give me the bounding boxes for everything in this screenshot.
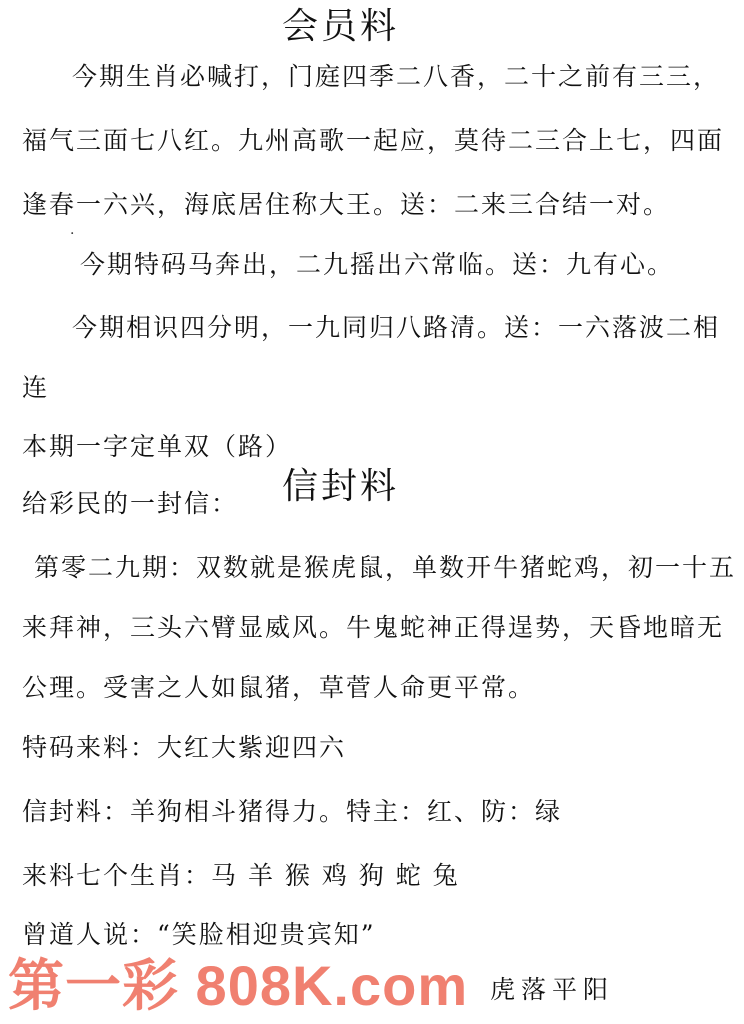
envelope-closing: 虎落平阳 bbox=[490, 975, 615, 1004]
envelope-line: 曾道人说：“笑脸相迎贵宾知” bbox=[22, 920, 376, 949]
member-line: 今期生肖必喊打，门庭四季二八香，二十之前有三三， bbox=[72, 62, 721, 91]
member-line: 本期一字定单双（路） bbox=[22, 432, 293, 461]
envelope-line: 特码来料：大红大紫迎四六 bbox=[22, 733, 347, 762]
member-line: 连 bbox=[22, 373, 50, 402]
member-line: 今期相识四分明，一九同归八路清。送：一六落波二相 bbox=[72, 313, 721, 342]
watermark: 第一彩 808K.com bbox=[8, 954, 469, 1017]
envelope-line: 来料七个生肖：马 羊 猴 鸡 狗 蛇 兔 bbox=[22, 861, 460, 890]
envelope-line: 第零二九期：双数就是猴虎鼠，单数开牛猪蛇鸡，初一十五 bbox=[34, 553, 737, 582]
envelope-line: 来拜神，三头六臂显威风。牛鬼蛇神正得逞势，天昏地暗无 bbox=[22, 613, 725, 642]
member-line: 逢春一六兴，海底居住称大王。送：二来三合结一对。 bbox=[22, 190, 671, 219]
scan-mark: · bbox=[70, 226, 75, 242]
member-line: 给彩民的一封信： bbox=[22, 489, 239, 518]
member-line: 福气三面七八红。九州高歌一起应，莫待二三合上七，四面 bbox=[22, 126, 725, 155]
envelope-section-title: 信封料 bbox=[282, 466, 400, 507]
envelope-line: 公理。受害之人如鼠猪，草菅人命更平常。 bbox=[22, 673, 536, 702]
member-section-title: 会员料 bbox=[282, 6, 400, 47]
envelope-line: 信封料：羊狗相斗猪得力。特主：红、防：绿 bbox=[22, 797, 563, 826]
member-line: 今期特码马奔出，二九摇出六常临。送：九有心。 bbox=[80, 250, 675, 279]
